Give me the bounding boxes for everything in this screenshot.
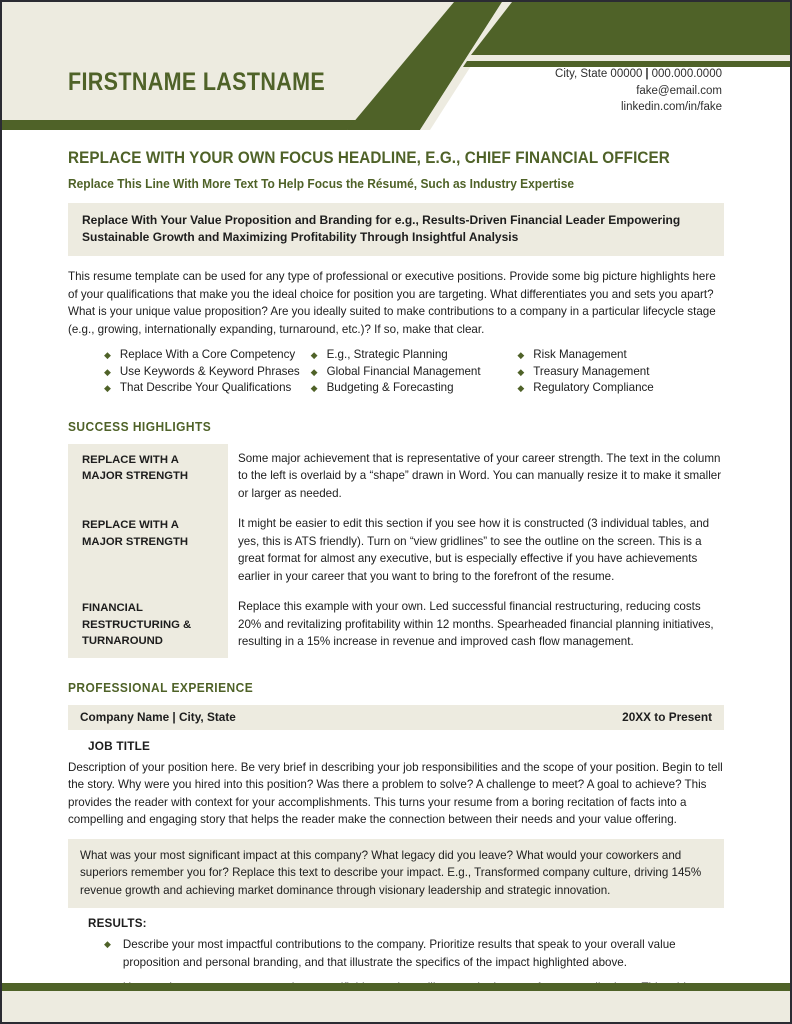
summary-paragraph: This resume template can be used for any type of professional or executive positions. Provide some big picture highlights here of your qualifications that make you the ideal choice for position you are targeting. What differentiates you and sets you apart? What is your unique value proposition? Are you ideally suited to make contributions to a company in a particular lifecycle stage (e.g., growing, internationally expanding, turnaround, etc.)? If so, make that clear. [68,270,716,336]
competency-label: Use Keywords & Keyword Phrases [119,364,300,378]
list-item [517,364,724,381]
competency-label: Budgeting & Forecasting [326,381,454,394]
focus-subline: Replace This Line With More Text To Help Focus the Résumé, Such as Industry Expertise [68,177,575,191]
table-row [68,509,724,592]
core-competencies-grid [68,347,724,397]
competency-label: Global Financial Management [326,364,481,378]
competency-label: Replace With a Core Competency [119,348,296,361]
contact-location: City, State 00000 [555,68,643,80]
list-item [311,364,518,381]
job-description: Description of your position here. Be very brief in describing your job responsibilities and the scope of your position. Begin to tell the story. Why were you hired into this position? Was there a problem to solve? A challenge to meet? A goal to achieve? This provides the reader with context for your accomplishments. This turns your resume from a boring recitation of facts into a compelling and engaging story that helps the reader make the connection between their needs and your value offering. [68,760,723,826]
highlight-description: It might be easier to edit this section if you see how it is constructed (3 individual tables, and yes, this is ATS friendly). Turn on “view gridlines” to see the outline on the screen. This is a great format for almost any executive, but is especially effective if you have achievements earlier in your career that you want to bring to the forefront of the resume. [238,517,710,583]
list-item [104,380,311,397]
contact-line-location-phone [555,66,722,83]
competency-label: Risk Management [533,348,627,361]
focus-headline: REPLACE WITH YOUR OWN FOCUS HEADLINE, E.G., CHIEF FINANCIAL OFFICER [68,149,670,167]
table-row [68,444,724,510]
results-label: RESULTS: [88,917,147,930]
diamond-bullet-icon: ◆ [517,383,525,393]
list-item [517,380,724,397]
table-row [68,592,724,658]
highlight-strength-label: REPLACE WITH A MAJOR STRENGTH [68,444,228,510]
candidate-name: FIRSTNAME LASTNAME [68,68,326,96]
list-item [104,936,724,971]
contact-phone: 000.000.0000 [651,68,722,80]
competency-label: Regulatory Compliance [533,381,654,394]
competency-label: E.g., Strategic Planning [326,348,448,361]
contact-email[interactable]: fake@email.com [636,84,722,97]
footer-beige-band [2,991,790,1022]
diamond-bullet-icon: ◆ [104,939,111,949]
section-title-success-highlights: SUCCESS HIGHLIGHTS [68,418,212,434]
competency-label: Treasury Management [533,364,650,378]
contact-info [555,66,722,116]
impact-statement-box: What was your most significant impact at this company? What legacy did you leave? What would your coworkers and superiors remember you for? Replace this text to describe your impact. E.g., Transformed company culture, driving 145% revenue growth and achieving market dominance through visionary leadership and strategic innovation. [68,839,724,909]
highlight-strength-label: FINANCIAL RESTRUCTURING & TURNAROUND [68,592,228,658]
diamond-bullet-icon: ◆ [517,350,525,360]
footer-green-rule [2,983,790,991]
diamond-bullet-icon: ◆ [310,383,318,393]
diamond-bullet-icon: ◆ [310,366,318,377]
success-highlights-table [68,444,724,658]
section-title-professional-experience: PROFESSIONAL EXPERIENCE [68,679,254,695]
company-name-location: Company Name | City, State [80,709,236,724]
job-title: JOB TITLE [88,738,151,753]
resume-header [2,2,790,130]
diamond-bullet-icon: ◆ [517,366,525,377]
list-item [104,364,311,381]
company-header-bar [68,705,724,730]
diamond-bullet-icon: ◆ [104,366,111,377]
diamond-bullet-icon: ◆ [104,350,111,360]
list-item [104,347,311,364]
employment-dates: 20XX to Present [622,709,712,724]
list-item [311,380,518,397]
contact-linkedin[interactable]: linkedin.com/in/fake [621,101,722,113]
result-text: Describe your most impactful contributions to the company. Prioritize results that speak to your overall value proposition and personal branding, and that illustrate the specifics of the impact highlighted above. [122,938,676,969]
list-item [517,347,724,364]
resume-body [2,130,790,1022]
highlight-strength-label: REPLACE WITH A MAJOR STRENGTH [68,509,228,592]
list-item [311,347,518,364]
contact-separator: | [645,68,649,80]
value-proposition-box: Replace With Your Value Proposition and Branding for e.g., Results-Driven Financial Leader Empowering Sustainable Growth and Maximizing Profitability Through Insightful Analysis [68,203,724,256]
competency-label: That Describe Your Qualifications [119,381,292,394]
diamond-bullet-icon: ◆ [310,350,318,360]
highlight-description: Replace this example with your own. Led successful financial restructuring, reducing costs 20% and revitalizing profitability within 12 months. Spearheaded financial planning initiatives, resulting in a 15% increase in revenue and improved cash flow management. [238,600,714,648]
diamond-bullet-icon: ◆ [104,383,111,393]
highlight-description: Some major achievement that is representative of your career strength. The text in the column to the left is overlaid by a “shape” drawn in Word. You can manually resize it to make it smaller or larger as needed. [238,451,722,500]
